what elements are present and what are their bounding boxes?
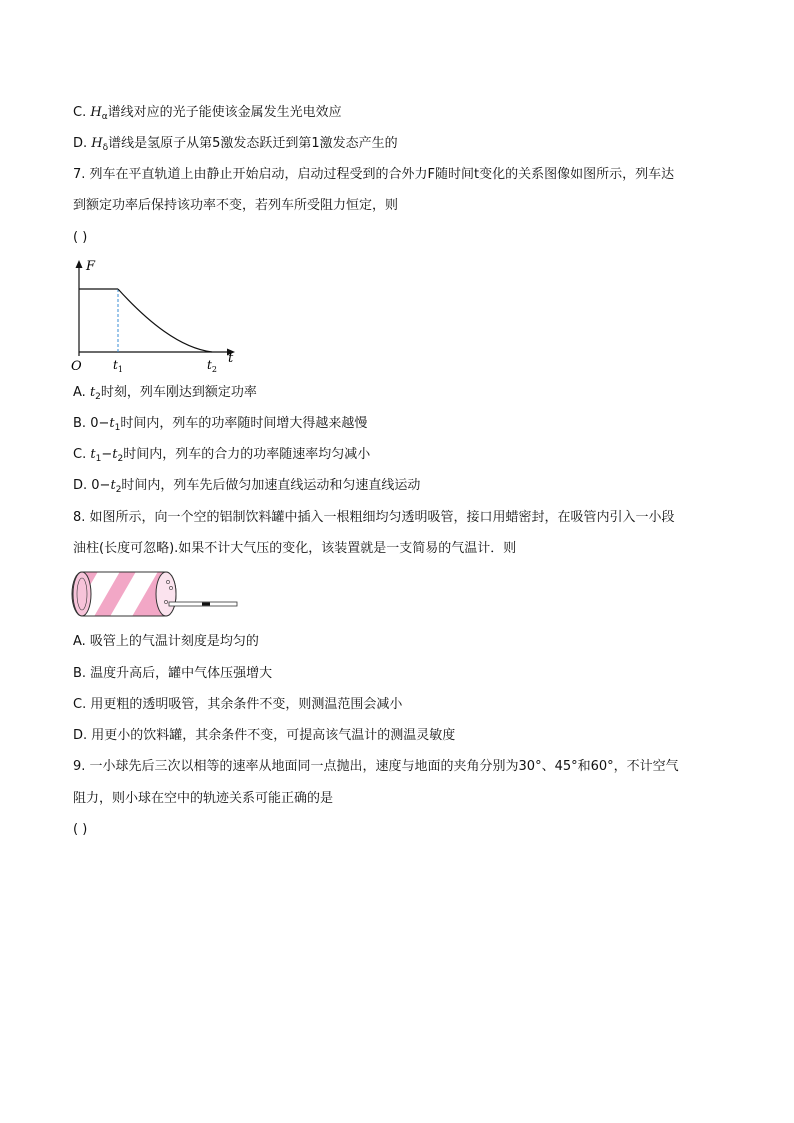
can-lid: [156, 572, 176, 616]
q8-option-b: B. 温度升高后，罐中气体压强增大: [73, 666, 273, 681]
y-axis-arrow: [76, 260, 83, 268]
q9-stem-line2: 阻力，则小球在空中的轨迹关系可能正确的是: [73, 791, 334, 806]
y-axis-label: F: [86, 259, 96, 274]
t1-label: $t_1$: [113, 358, 123, 374]
q6-option-c: C. $H_\alpha$谱线对应的光子能使该金属发生光电效应: [73, 105, 342, 122]
q8-stem-line2: 油柱(长度可忽略).如果不计大气压的变化，该装置就是一支简易的气温计．则: [73, 541, 517, 556]
q7-answer-bracket: ( ): [73, 230, 88, 245]
origin-label: O: [71, 359, 82, 374]
q9-stem-line1: 9. 一小球先后三次以相等的速率从地面同一点抛出，速度与地面的夹角分别为30°、45°和60°，不计空气: [73, 759, 679, 774]
oil-column: [202, 603, 210, 606]
x-axis-label: t: [228, 351, 234, 366]
q7-option-a: A. $t_2$时刻，列车刚达到额定功率: [73, 385, 257, 402]
q7-force-time-graph: [70, 258, 245, 373]
q7-option-b: B. $0-t_1$时间内，列车的功率随时间增大得越来越慢: [73, 416, 368, 433]
can-left-rim: [73, 572, 91, 616]
q8-stem-line1: 8. 如图所示，向一个空的铝制饮料罐中插入一根粗细均匀透明吸管，接口用蜡密封，在吸管内引入一小段: [73, 510, 675, 525]
q8-option-d: D. 用更小的饮料罐，其余条件不变，可提高该气温计的测温灵敏度: [73, 728, 456, 743]
q9-answer-bracket: ( ): [73, 822, 88, 837]
q8-can-thermometer-figure: [70, 568, 240, 620]
q7-stem-line2: 到额定功率后保持该功率不变，若列车所受阻力恒定，则: [73, 198, 399, 213]
q6-option-d: D. $H_\delta$谱线是氢原子从第5激发态跃迁到第1激发态产生的: [73, 136, 398, 153]
q7-option-c: C. $t_1-t_2$时间内，列车的合力的功率随速率均匀减小: [73, 447, 371, 464]
decaying-force-curve: [118, 289, 212, 352]
t2-label: $t_2$: [207, 358, 217, 374]
q7-stem-line1: 7. 列车在平直轨道上由静止开始启动，启动过程受到的合外力F随时间t变化的关系图像如图所示，列车达: [73, 167, 675, 182]
q8-option-a: A. 吸管上的气温计刻度是均匀的: [73, 634, 259, 649]
q8-option-c: C. 用更粗的透明吸管，其余条件不变，则测温范围会减小: [73, 697, 403, 712]
q7-option-d: D. $0-t_2$时间内，列车先后做匀加速直线运动和匀速直线运动: [73, 478, 421, 495]
